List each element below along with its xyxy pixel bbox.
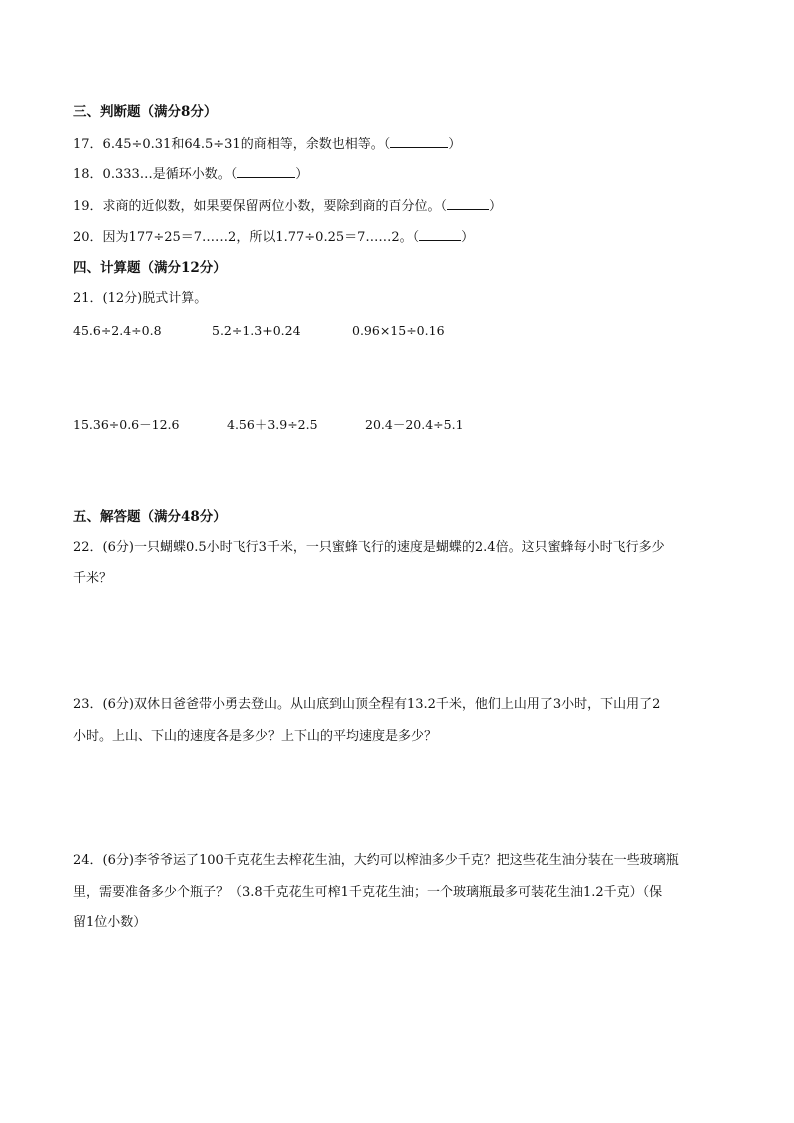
question-21: 21．(12分)脱式计算。 — [73, 291, 208, 306]
question-18 — [73, 165, 308, 184]
calc-item-6: 20.4－20.4÷5.1 — [365, 417, 464, 432]
calc-item-4: 15.36÷0.6－12.6 — [73, 417, 180, 432]
section-4-heading: 四、计算题（满分12分） — [73, 260, 227, 276]
question-18-close: ） — [295, 167, 309, 182]
calc-item-3: 0.96×15÷0.16 — [352, 323, 445, 338]
question-18-text: 18．0.333…是循环小数。（ — [73, 167, 238, 182]
section-5-heading: 五、解答题（满分48分） — [73, 509, 227, 525]
answer-blank-19[interactable] — [447, 197, 489, 210]
question-20-text: 20．因为177÷25＝7……2，所以1.77÷0.25＝7……2。（ — [73, 230, 420, 245]
question-22-line-1: 22．(6分)一只蝴蝶0.5小时飞行3千米，一只蜜蜂飞行的速度是蝴蝶的2.4倍。这只蜜蜂每小时飞行多少 — [73, 540, 665, 555]
question-22-line-2: 千米？ — [73, 571, 113, 586]
question-20 — [73, 228, 474, 247]
question-17-text: 17．6.45÷0.31和64.5÷31的商相等，余数也相等。（ — [73, 137, 391, 152]
answer-blank-18[interactable] — [237, 165, 295, 178]
question-19-close: ） — [489, 199, 503, 214]
calc-item-1: 45.6÷2.4÷0.8 — [73, 323, 162, 338]
question-23-line-2: 小时。上山、下山的速度各是多少？上下山的平均速度是多少？ — [73, 729, 438, 744]
question-19 — [73, 197, 502, 216]
question-17 — [73, 135, 461, 154]
question-19-text: 19．求商的近似数，如果要保留两位小数，要除到商的百分位。（ — [73, 199, 448, 214]
section-3-heading: 三、判断题（满分8分） — [73, 104, 218, 120]
calc-item-2: 5.2÷1.3+0.24 — [212, 323, 301, 338]
answer-blank-20[interactable] — [419, 228, 461, 241]
answer-blank-17[interactable] — [390, 135, 448, 148]
question-24-line-3: 留1位小数） — [73, 915, 147, 930]
question-20-close: ） — [461, 230, 475, 245]
question-17-close: ） — [448, 137, 462, 152]
calc-item-5: 4.56＋3.9÷2.5 — [227, 417, 318, 432]
question-23-line-1: 23．(6分)双休日爸爸带小勇去登山。从山底到山顶全程有13.2千米，他们上山用了3小时，下山用了2 — [73, 697, 661, 712]
question-24-line-2: 里，需要准备多少个瓶子？（3.8千克花生可榨1千克花生油；一个玻璃瓶最多可装花生油1.2千克）（保 — [73, 885, 663, 900]
question-24-line-1: 24．(6分)李爷爷运了100千克花生去榨花生油，大约可以榨油多少千克？把这些花生油分装在一些玻璃瓶 — [73, 853, 679, 868]
